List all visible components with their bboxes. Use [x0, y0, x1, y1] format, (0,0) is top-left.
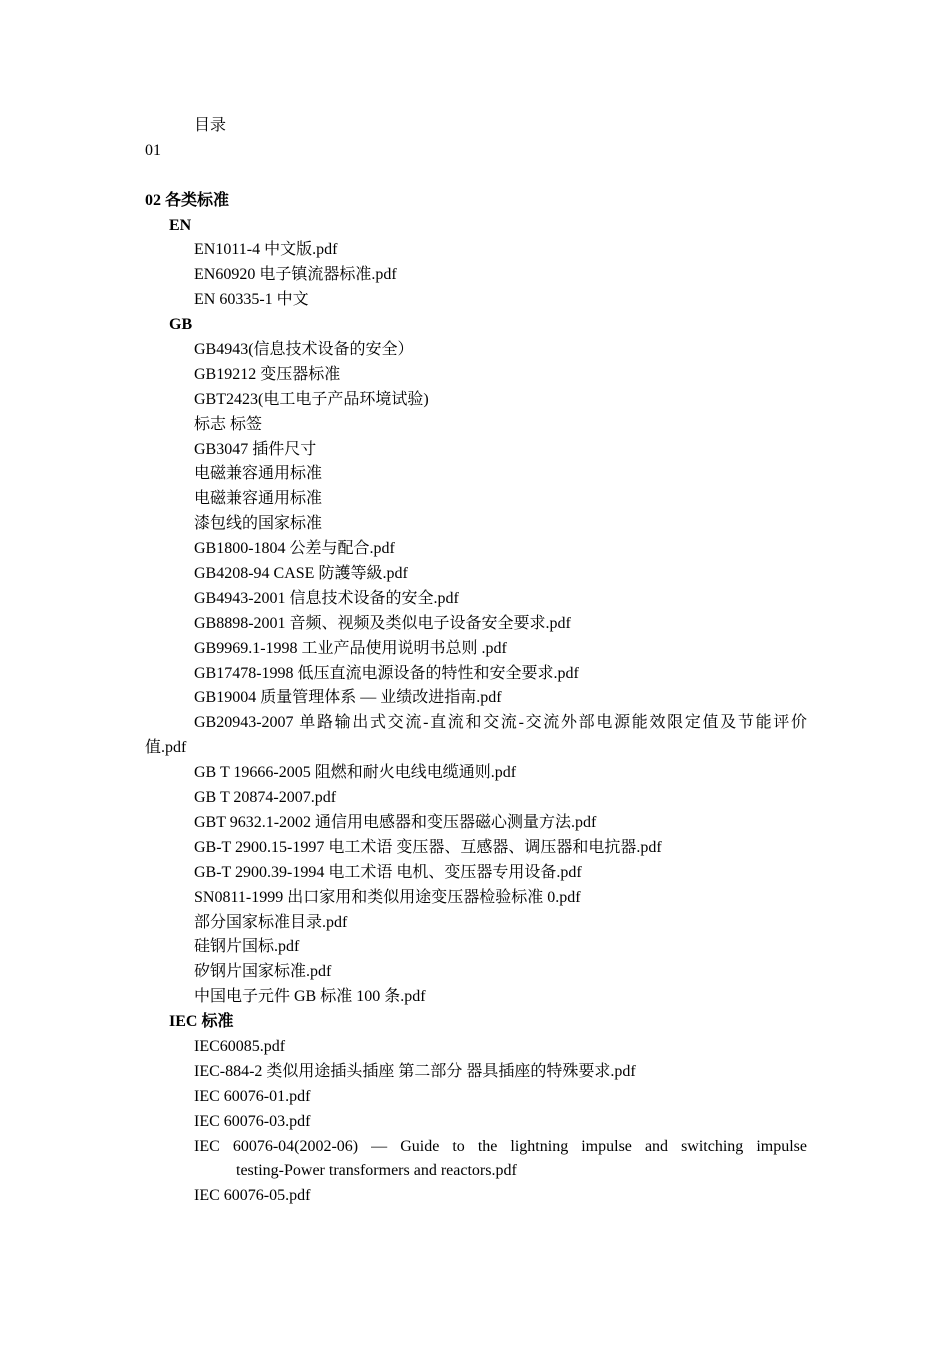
toc-entry[interactable]: 部分国家标准目录.pdf — [194, 913, 348, 931]
toc-entry[interactable]: GBT2423(电工电子产品环境试验) — [194, 390, 429, 408]
toc-entry[interactable]: EN1011-4 中文版.pdf — [194, 241, 338, 259]
toc-entry[interactable]: IEC60085.pdf — [194, 1037, 286, 1055]
toc-entry-gb20943-continued[interactable]: 值.pdf — [145, 739, 187, 757]
toc-entry[interactable]: 硅钢片国标.pdf — [194, 938, 300, 956]
toc-entry[interactable]: 中国电子元件 GB 标准 100 条.pdf — [194, 988, 426, 1006]
gb-heading[interactable]: GB — [169, 316, 193, 334]
toc-entry[interactable]: EN60920 电子镇流器标准.pdf — [194, 266, 397, 284]
toc-entry[interactable]: 电磁兼容通用标准 — [194, 465, 323, 483]
toc-entry-iec60076-04[interactable]: IEC 60076-04(2002-06) — Guide to the lightning impulse and switching impulse — [194, 1137, 807, 1155]
toc-entry[interactable]: IEC-884-2 类似用途插头插座 第二部分 器具插座的特殊要求.pdf — [194, 1062, 636, 1080]
toc-entry[interactable]: GB1800-1804 公差与配合.pdf — [194, 540, 395, 558]
toc-entry[interactable]: IEC 60076-03.pdf — [194, 1112, 311, 1130]
toc-entry[interactable]: IEC 60076-05.pdf — [194, 1187, 311, 1205]
iec-list-2 — [145, 1184, 807, 1209]
toc-entry-iec60076-04-continued[interactable]: testing-Power transformers and reactors.pdf — [236, 1162, 517, 1180]
en-list — [145, 238, 807, 313]
toc-entry[interactable]: GB8898-2001 音频、视频及类似电子设备安全要求.pdf — [194, 614, 571, 632]
toc-entry[interactable]: GBT 9632.1-2002 通信用电感器和变压器磁心测量方法.pdf — [194, 813, 597, 831]
toc-entry[interactable]: GB-T 2900.15-1997 电工术语 变压器、互感器、调压器和电抗器.pdf — [194, 838, 662, 856]
iec-heading[interactable]: IEC 标准 — [169, 1013, 234, 1031]
iec-list — [145, 1035, 807, 1135]
toc-title: 目录 — [194, 117, 227, 134]
gb-list-2 — [145, 761, 807, 1010]
toc-entry[interactable]: IEC 60076-01.pdf — [194, 1087, 311, 1105]
section-01[interactable]: 01 — [145, 141, 161, 159]
toc-entry[interactable]: SN0811-1999 出口家用和类似用途变压器检验标准 0.pdf — [194, 888, 581, 906]
toc-entry[interactable]: GB-T 2900.39-1994 电工术语 电机、变压器专用设备.pdf — [194, 863, 582, 881]
toc-entry[interactable]: 电磁兼容通用标准 — [194, 490, 323, 508]
toc-entry[interactable]: GB19004 质量管理体系 — 业绩改进指南.pdf — [194, 689, 502, 707]
section-02-heading[interactable]: 02 各类标准 — [145, 191, 230, 209]
en-heading[interactable]: EN — [169, 216, 192, 234]
toc-entry[interactable]: GB T 19666-2005 阻燃和耐火电线电缆通则.pdf — [194, 764, 517, 782]
toc-document — [145, 114, 807, 1209]
toc-entry[interactable]: GB4208-94 CASE 防護等級.pdf — [194, 565, 408, 583]
toc-entry[interactable]: GB4943(信息技术设备的安全） — [194, 341, 414, 359]
toc-entry[interactable]: GB9969.1-1998 工业产品使用说明书总则 .pdf — [194, 639, 507, 657]
toc-entry[interactable]: 漆包线的国家标准 — [194, 515, 323, 533]
blank-line — [145, 164, 807, 189]
toc-entry[interactable]: EN 60335-1 中文 — [194, 291, 309, 309]
toc-entry-gb20943[interactable]: GB20943-2007 单路输出式交流-直流和交流-交流外部电源能效限定值及节能评价 — [194, 714, 807, 732]
gb-list — [145, 338, 807, 711]
toc-entry[interactable]: GB19212 变压器标准 — [194, 365, 341, 383]
toc-entry[interactable]: GB T 20874-2007.pdf — [194, 789, 337, 807]
toc-entry[interactable]: 标志 标签 — [194, 415, 263, 433]
toc-entry[interactable]: GB17478-1998 低压直流电源设备的特性和安全要求.pdf — [194, 664, 579, 682]
toc-entry[interactable]: GB3047 插件尺寸 — [194, 440, 317, 458]
toc-entry[interactable]: GB4943-2001 信息技术设备的安全.pdf — [194, 589, 459, 607]
toc-entry[interactable]: 矽钢片国家标准.pdf — [194, 963, 332, 981]
